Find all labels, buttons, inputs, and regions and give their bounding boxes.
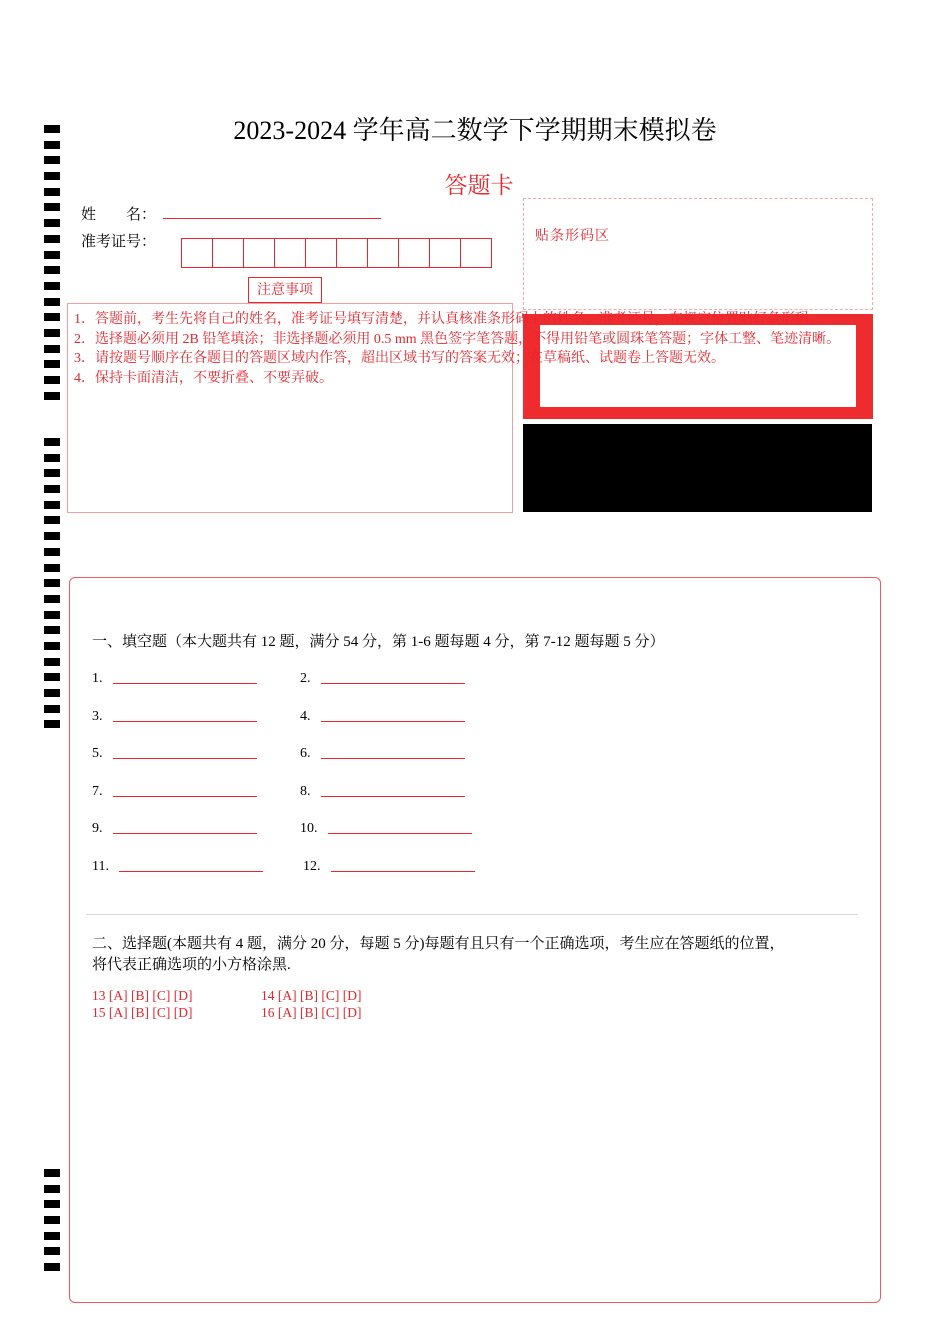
fill-item[interactable]: 3. [92,709,257,725]
answer-sheet-title: 答题卡 [444,173,514,198]
notice-item: 3．请按题号顺序在各题目的答题区域内作答，超出区域书写的答案无效；在草稿纸、试题卷上答题无效。 [74,351,725,366]
fill-item[interactable]: 9. [92,821,257,837]
notice-list [74,310,944,388]
choice-row-16[interactable]: 16 [A] [B] [C] [D] [261,1005,362,1020]
notice-item: 4．保持卡面清洁，不要折叠、不要弄破。 [74,370,333,386]
name-field[interactable] [163,218,381,219]
choice-row-14[interactable]: 14 [A] [B] [C] [D] [261,988,362,1003]
section1-title: 一、填空题（本大题共有 12 题，满分 54 分，第 1-6 题每题 4 分，第 7-12 题每题 5 分） [92,634,665,650]
fill-item[interactable]: 2. [300,671,465,687]
fill-item[interactable]: 12. [303,859,475,875]
exam-id-label: 准考证号： [81,234,157,250]
redaction-block [523,424,872,512]
section-divider [86,914,858,915]
page-title: 2023-2024 学年高二数学下学期期末模拟卷 [233,116,717,145]
fill-item[interactable]: 1. [92,671,257,687]
fill-item[interactable]: 7. [92,784,257,800]
section2-title-line2: 将代表正确选项的小方格涂黑. [92,957,291,973]
choice-row-15[interactable]: 15 [A] [B] [C] [D] [92,1005,193,1020]
fill-item[interactable]: 10. [300,821,472,837]
exam-id-boxes[interactable] [181,238,491,268]
fill-item[interactable]: 4. [300,709,465,725]
section2-title-line1: 二、选择题(本题共有 4 题，满分 20 分，每题 5 分)每题有且只有一个正确选项，考生应在答题纸的位置， [92,936,785,952]
name-label: 姓 名： [81,207,157,223]
timing-marks-middle [44,438,60,736]
fill-item[interactable]: 8. [300,784,465,800]
barcode-label: 贴条形码区 [535,229,610,244]
barcode-area [523,198,873,310]
fill-item[interactable]: 5. [92,746,257,762]
notice-item: 2．选择题必须用 2B 铅笔填涂；非选择题必须用 0.5 mm 黑色签字笔答题，不得用铅笔或圆珠笔答题；字体工整、笔迹清晰。 [74,331,841,347]
choice-row-13[interactable]: 13 [A] [B] [C] [D] [92,988,193,1003]
notice-title: 注意事项 [248,277,322,303]
fill-item[interactable]: 6. [300,746,465,762]
notice-item: 1．答题前，考生先将自己的姓名，准考证号填写清楚，并认真核准条形码上的姓名、准考证号，在规定位置贴好条形码。 [74,312,823,327]
fill-item[interactable]: 11. [92,859,263,875]
timing-marks-bottom [44,1169,60,1279]
